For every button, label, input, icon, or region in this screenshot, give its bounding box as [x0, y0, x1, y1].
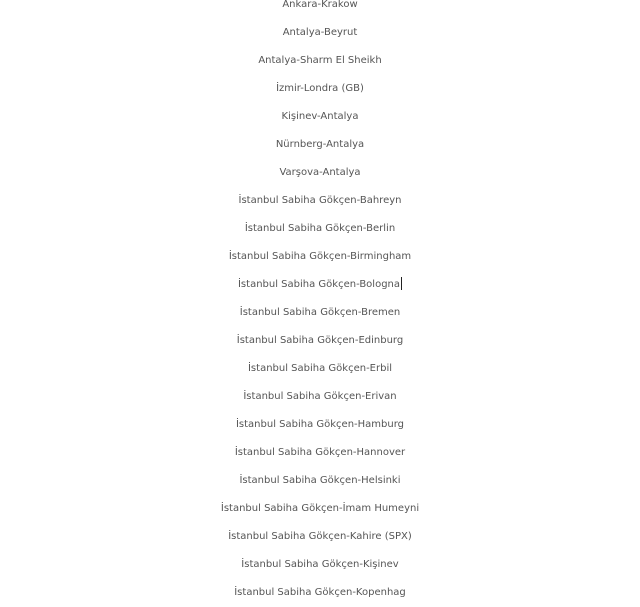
route-item: İstanbul Sabiha Gökçen-Helsinki	[239, 475, 401, 486]
route-item: İstanbul Sabiha Gökçen-Erivan	[243, 391, 397, 402]
route-item: Kişinev-Antalya	[281, 111, 359, 122]
route-item-with-cursor[interactable]	[0, 271, 640, 299]
route-item: İzmir-Londra (GB)	[276, 83, 364, 94]
route-item: Varşova-Antalya	[279, 167, 361, 178]
route-item: İstanbul Sabiha Gökçen-Berlin	[244, 223, 396, 234]
route-item: İstanbul Sabiha Gökçen-Bremen	[239, 307, 401, 318]
route-item: İstanbul Sabiha Gökçen-Hannover	[234, 447, 406, 458]
route-item: Ankara-Krakow	[282, 0, 358, 10]
route-item: İstanbul Sabiha Gökçen-Kopenhag	[234, 587, 406, 598]
route-item: Nürnberg-Antalya	[275, 139, 365, 150]
route-item: İstanbul Sabiha Gökçen-Bahreyn	[238, 195, 402, 206]
route-item: İstanbul Sabiha Gökçen-Birmingham	[228, 251, 412, 262]
route-item: Antalya-Beyrut	[282, 27, 358, 38]
route-item: İstanbul Sabiha Gökçen-Hamburg	[235, 419, 405, 430]
route-item: İstanbul Sabiha Gökçen-İmam Humeyni	[220, 503, 420, 514]
text-cursor	[401, 277, 402, 290]
route-item-label: İstanbul Sabiha Gökçen-Bologna	[237, 279, 401, 290]
route-item: Antalya-Sharm El Sheikh	[258, 55, 382, 66]
route-item: İstanbul Sabiha Gökçen-Erbil	[247, 363, 393, 374]
route-item: İstanbul Sabiha Gökçen-Kişinev	[241, 559, 399, 570]
route-item: İstanbul Sabiha Gökçen-Edinburg	[236, 335, 404, 346]
route-item: İstanbul Sabiha Gökçen-Kahire (SPX)	[228, 531, 412, 542]
